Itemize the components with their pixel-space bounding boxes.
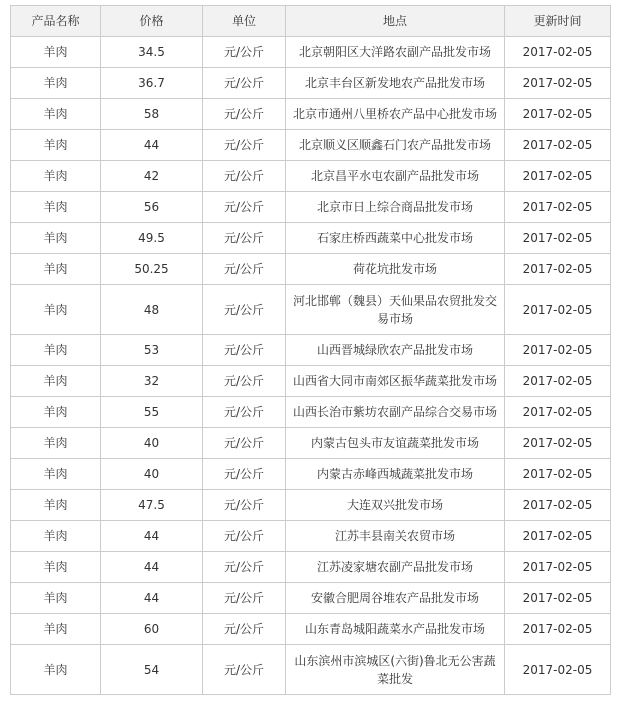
cell-unit: 元/公斤	[203, 397, 286, 428]
table-row	[11, 130, 611, 161]
cell-price: 40	[101, 428, 203, 459]
cell-update-time: 2017-02-05	[505, 254, 611, 285]
cell-location: 江苏丰县南关农贸市场	[286, 521, 505, 552]
cell-product-name: 羊肉	[11, 459, 101, 490]
cell-product-name: 羊肉	[11, 223, 101, 254]
cell-product-name: 羊肉	[11, 583, 101, 614]
table-row	[11, 583, 611, 614]
cell-update-time: 2017-02-05	[505, 583, 611, 614]
table-row	[11, 335, 611, 366]
cell-location: 内蒙古赤峰西城蔬菜批发市场	[286, 459, 505, 490]
cell-unit: 元/公斤	[203, 366, 286, 397]
cell-product-name: 羊肉	[11, 614, 101, 645]
cell-product-name: 羊肉	[11, 37, 101, 68]
cell-location: 北京顺义区顺鑫石门农产品批发市场	[286, 130, 505, 161]
table-row	[11, 99, 611, 130]
table-row	[11, 161, 611, 192]
cell-update-time: 2017-02-05	[505, 223, 611, 254]
header-price: 价格	[101, 6, 203, 37]
cell-update-time: 2017-02-05	[505, 335, 611, 366]
cell-price: 32	[101, 366, 203, 397]
cell-price: 44	[101, 130, 203, 161]
cell-unit: 元/公斤	[203, 552, 286, 583]
cell-price: 34.5	[101, 37, 203, 68]
cell-unit: 元/公斤	[203, 68, 286, 99]
cell-unit: 元/公斤	[203, 285, 286, 335]
cell-location: 山西省大同市南郊区振华蔬菜批发市场	[286, 366, 505, 397]
cell-unit: 元/公斤	[203, 161, 286, 192]
cell-unit: 元/公斤	[203, 130, 286, 161]
cell-update-time: 2017-02-05	[505, 397, 611, 428]
cell-price: 36.7	[101, 68, 203, 99]
cell-price: 44	[101, 521, 203, 552]
cell-product-name: 羊肉	[11, 490, 101, 521]
table-row	[11, 397, 611, 428]
cell-price: 44	[101, 583, 203, 614]
cell-price: 48	[101, 285, 203, 335]
cell-price: 54	[101, 645, 203, 695]
cell-unit: 元/公斤	[203, 614, 286, 645]
table-row	[11, 645, 611, 695]
cell-product-name: 羊肉	[11, 366, 101, 397]
header-unit: 单位	[203, 6, 286, 37]
cell-update-time: 2017-02-05	[505, 459, 611, 490]
cell-update-time: 2017-02-05	[505, 192, 611, 223]
table-row	[11, 68, 611, 99]
cell-unit: 元/公斤	[203, 37, 286, 68]
table-row	[11, 366, 611, 397]
cell-location: 大连双兴批发市场	[286, 490, 505, 521]
header-product-name: 产品名称	[11, 6, 101, 37]
table-row	[11, 614, 611, 645]
cell-location: 内蒙古包头市友谊蔬菜批发市场	[286, 428, 505, 459]
cell-location: 江苏凌家塘农副产品批发市场	[286, 552, 505, 583]
cell-product-name: 羊肉	[11, 428, 101, 459]
cell-update-time: 2017-02-05	[505, 366, 611, 397]
cell-price: 56	[101, 192, 203, 223]
cell-unit: 元/公斤	[203, 192, 286, 223]
cell-update-time: 2017-02-05	[505, 37, 611, 68]
cell-update-time: 2017-02-05	[505, 490, 611, 521]
cell-price: 50.25	[101, 254, 203, 285]
cell-product-name: 羊肉	[11, 68, 101, 99]
cell-location: 北京昌平水屯农副产品批发市场	[286, 161, 505, 192]
cell-product-name: 羊肉	[11, 521, 101, 552]
cell-product-name: 羊肉	[11, 254, 101, 285]
cell-price: 55	[101, 397, 203, 428]
table-header	[11, 6, 611, 37]
table-body	[11, 37, 611, 695]
table-row	[11, 223, 611, 254]
cell-unit: 元/公斤	[203, 223, 286, 254]
price-table	[10, 5, 611, 695]
header-row	[11, 6, 611, 37]
cell-product-name: 羊肉	[11, 99, 101, 130]
cell-price: 40	[101, 459, 203, 490]
table-row	[11, 490, 611, 521]
cell-update-time: 2017-02-05	[505, 552, 611, 583]
table-row	[11, 459, 611, 490]
table-row	[11, 285, 611, 335]
cell-update-time: 2017-02-05	[505, 68, 611, 99]
cell-product-name: 羊肉	[11, 552, 101, 583]
cell-price: 58	[101, 99, 203, 130]
cell-price: 49.5	[101, 223, 203, 254]
cell-unit: 元/公斤	[203, 254, 286, 285]
cell-location: 北京丰台区新发地农产品批发市场	[286, 68, 505, 99]
cell-update-time: 2017-02-05	[505, 285, 611, 335]
cell-update-time: 2017-02-05	[505, 161, 611, 192]
cell-product-name: 羊肉	[11, 645, 101, 695]
cell-update-time: 2017-02-05	[505, 614, 611, 645]
table-row	[11, 428, 611, 459]
cell-location: 安徽合肥周谷堆农产品批发市场	[286, 583, 505, 614]
cell-price: 53	[101, 335, 203, 366]
cell-location: 山西长治市紫坊农副产品综合交易市场	[286, 397, 505, 428]
table-row	[11, 192, 611, 223]
cell-update-time: 2017-02-05	[505, 645, 611, 695]
cell-unit: 元/公斤	[203, 490, 286, 521]
cell-product-name: 羊肉	[11, 192, 101, 223]
cell-location: 石家庄桥西蔬菜中心批发市场	[286, 223, 505, 254]
cell-location: 山西晋城绿欣农产品批发市场	[286, 335, 505, 366]
cell-location: 荷花坑批发市场	[286, 254, 505, 285]
cell-update-time: 2017-02-05	[505, 521, 611, 552]
table-row	[11, 552, 611, 583]
cell-unit: 元/公斤	[203, 521, 286, 552]
table-row	[11, 521, 611, 552]
cell-update-time: 2017-02-05	[505, 428, 611, 459]
cell-price: 44	[101, 552, 203, 583]
table-row	[11, 37, 611, 68]
cell-location: 山东滨州市滨城区(六街)鲁北无公害蔬菜批发	[286, 645, 505, 695]
cell-location: 山东青岛城阳蔬菜水产品批发市场	[286, 614, 505, 645]
cell-price: 60	[101, 614, 203, 645]
cell-unit: 元/公斤	[203, 428, 286, 459]
cell-location: 北京朝阳区大洋路农副产品批发市场	[286, 37, 505, 68]
cell-unit: 元/公斤	[203, 335, 286, 366]
cell-unit: 元/公斤	[203, 645, 286, 695]
cell-product-name: 羊肉	[11, 130, 101, 161]
cell-product-name: 羊肉	[11, 161, 101, 192]
cell-location: 北京市日上综合商品批发市场	[286, 192, 505, 223]
cell-unit: 元/公斤	[203, 459, 286, 490]
header-update-time: 更新时间	[505, 6, 611, 37]
cell-product-name: 羊肉	[11, 397, 101, 428]
cell-product-name: 羊肉	[11, 285, 101, 335]
cell-location: 河北邯郸（魏县）天仙果品农贸批发交易市场	[286, 285, 505, 335]
header-location: 地点	[286, 6, 505, 37]
table-row	[11, 254, 611, 285]
cell-unit: 元/公斤	[203, 99, 286, 130]
cell-location: 北京市通州八里桥农产品中心批发市场	[286, 99, 505, 130]
cell-update-time: 2017-02-05	[505, 99, 611, 130]
cell-price: 47.5	[101, 490, 203, 521]
cell-product-name: 羊肉	[11, 335, 101, 366]
cell-update-time: 2017-02-05	[505, 130, 611, 161]
cell-price: 42	[101, 161, 203, 192]
cell-unit: 元/公斤	[203, 583, 286, 614]
